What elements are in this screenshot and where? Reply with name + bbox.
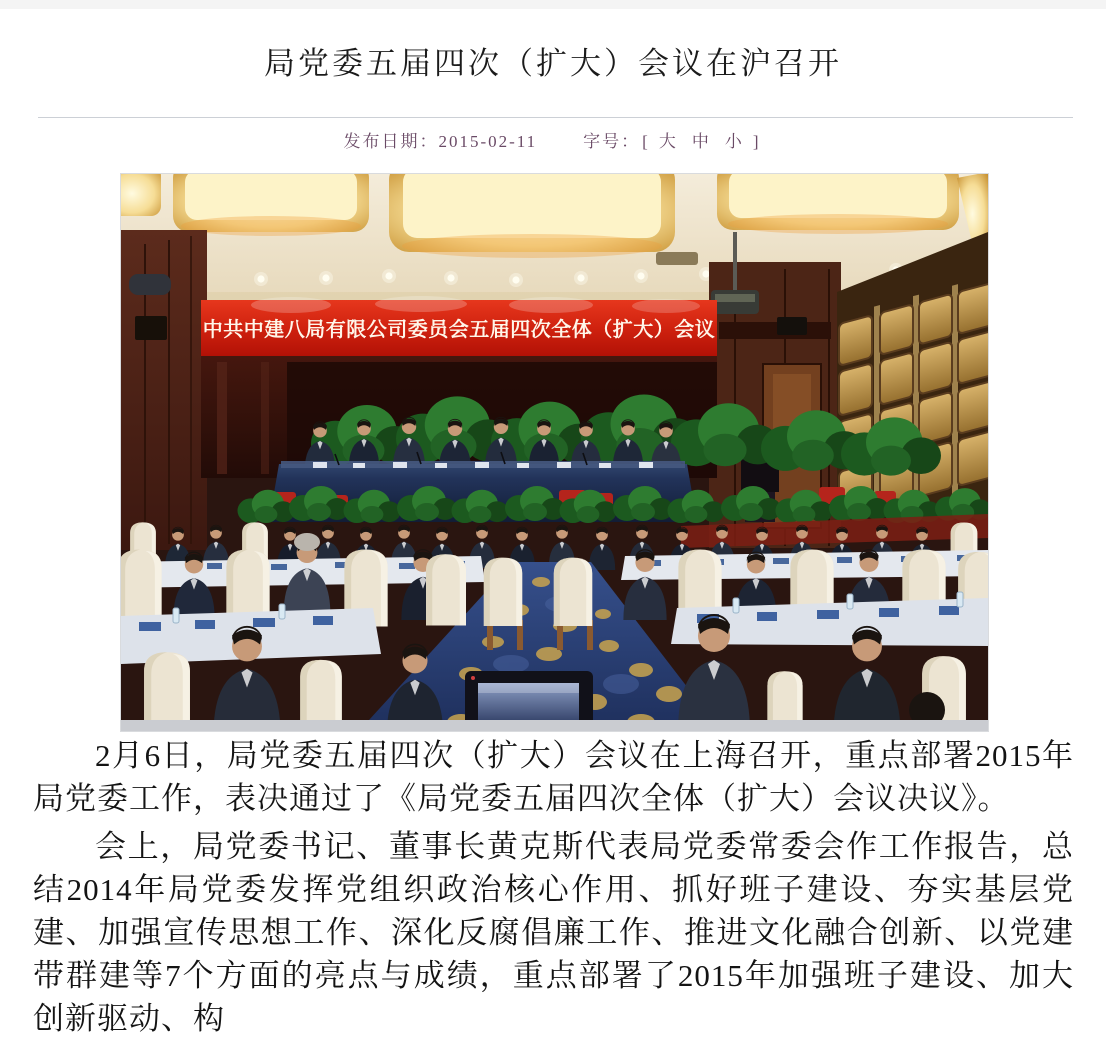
wall-speaker-left: [135, 316, 167, 340]
font-size-group: [583, 127, 762, 152]
page-top-strip: [0, 0, 1106, 9]
publish-date-value: 2015-02-11: [438, 132, 538, 151]
title-divider: [38, 117, 1073, 118]
projector-left: [129, 274, 171, 295]
left-wall: [121, 230, 207, 550]
article-photo: [120, 173, 989, 732]
font-size-label: 字号：: [583, 132, 641, 151]
article-body: [33, 734, 1074, 1045]
publish-date-group: [343, 127, 537, 152]
conference-banner-text: 中共中建八局有限公司委员会五届四次全体（扩大）会议: [202, 319, 716, 341]
photo-bottom-edge: [121, 720, 988, 731]
conference-banner: [201, 296, 717, 356]
font-size-small-link[interactable]: 小: [724, 132, 744, 151]
article-meta: [0, 127, 1106, 152]
wall-speaker-right: [777, 317, 807, 335]
article-paragraph-1: 2月6日，局党委五届四次（扩大）会议在上海召开，重点部署2015年局党委工作，表决通过了《局党委五届四次全体（扩大）会议决议》。: [33, 738, 1074, 816]
article-paragraph-2: 会上，局党委书记、董事长黄克斯代表局党委常委会作工作报告，总结2014年局党委发挥党组织政治核心作用、抓好班子建设、夯实基层党建、加强宣传思想工作、深化反腐倡廉工作、推进文化融合创新、以党建带群建等7个方面的亮点与成绩，重点部署了2015年加强班子建设、加大创新驱动、构: [33, 829, 1074, 1036]
page-title: 局党委五届四次（扩大）会议在沪召开: [264, 46, 842, 81]
bracket-close: ]: [752, 132, 761, 151]
publish-date-label: 发布日期：: [343, 132, 439, 151]
font-size-medium-link[interactable]: 中: [691, 132, 711, 151]
conference-photo-illustration: [121, 174, 988, 731]
font-size-large-link[interactable]: 大: [658, 132, 678, 151]
bracket-open: [: [642, 132, 650, 151]
